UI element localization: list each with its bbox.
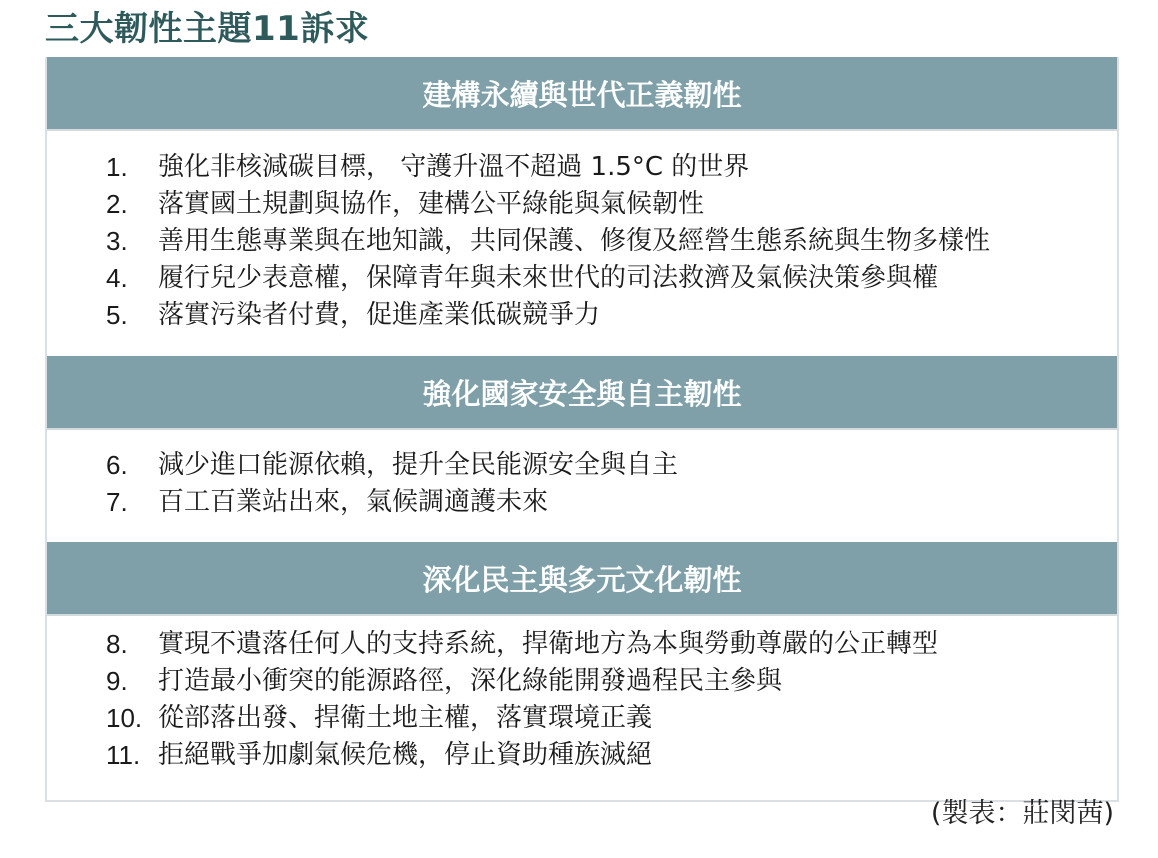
list-item (106, 700, 1117, 737)
item-number: 9. (106, 666, 128, 696)
list-item (106, 149, 1117, 186)
list-item (106, 663, 1117, 700)
table-credit: (製表：莊閔茜) (930, 798, 1114, 829)
item-text: 拒絕戰爭加劇氣候危機，停止資助種族滅絕 (158, 740, 653, 770)
item-number: 7. (106, 487, 128, 517)
item-number: 11. (106, 740, 141, 770)
item-number: 1. (106, 152, 128, 182)
item-text: 打造最小衝突的能源路徑，深化綠能開發過程民主參與 (158, 666, 783, 696)
section-header-democracy: 深化民主與多元文化韌性 (47, 542, 1117, 616)
item-number: 5. (106, 300, 128, 330)
item-number: 8. (106, 629, 128, 659)
item-number: 2. (106, 189, 128, 219)
section-header-sustainability: 建構永續與世代正義韌性 (47, 57, 1117, 131)
section-header-national-security: 強化國家安全與自主韌性 (47, 356, 1117, 430)
item-text: 落實國土規劃與協作，建構公平綠能與氣候韌性 (158, 189, 705, 219)
item-text: 百工百業站出來，氣候調適護未來 (158, 487, 549, 517)
page-title: 三大韌性主題11訴求 (45, 9, 370, 49)
item-number: 10. (106, 703, 143, 733)
section-body-national-security (47, 430, 1117, 542)
list-item (106, 737, 1117, 774)
item-text: 實現不遺落任何人的支持系統，捍衛地方為本與勞動尊嚴的公正轉型 (158, 629, 939, 659)
list-item (106, 223, 1117, 260)
item-text: 減少進口能源依賴，提升全民能源安全與自主 (158, 450, 679, 480)
item-number: 4. (106, 263, 128, 293)
resilience-table (45, 57, 1119, 802)
section-body-democracy (47, 616, 1117, 800)
list-item (106, 484, 1117, 521)
list-item (106, 447, 1117, 484)
item-number: 6. (106, 450, 128, 480)
item-text: 落實污染者付費，促進產業低碳競爭力 (158, 300, 601, 330)
list-item (106, 186, 1117, 223)
list-item (106, 260, 1117, 297)
list-item (106, 626, 1117, 663)
item-text: 善用生態專業與在地知識，共同保護、修復及經營生態系統與生物多樣性 (158, 226, 991, 256)
item-number: 3. (106, 226, 128, 256)
section-body-sustainability (47, 131, 1117, 356)
item-text: 履行兒少表意權，保障青年與未來世代的司法救濟及氣候決策參與權 (158, 263, 939, 293)
item-text: 強化非核減碳目標， 守護升溫不超過 1.5°C 的世界 (158, 152, 750, 182)
list-item (106, 297, 1117, 334)
item-text: 從部落出發、捍衛土地主權，落實環境正義 (158, 703, 653, 733)
